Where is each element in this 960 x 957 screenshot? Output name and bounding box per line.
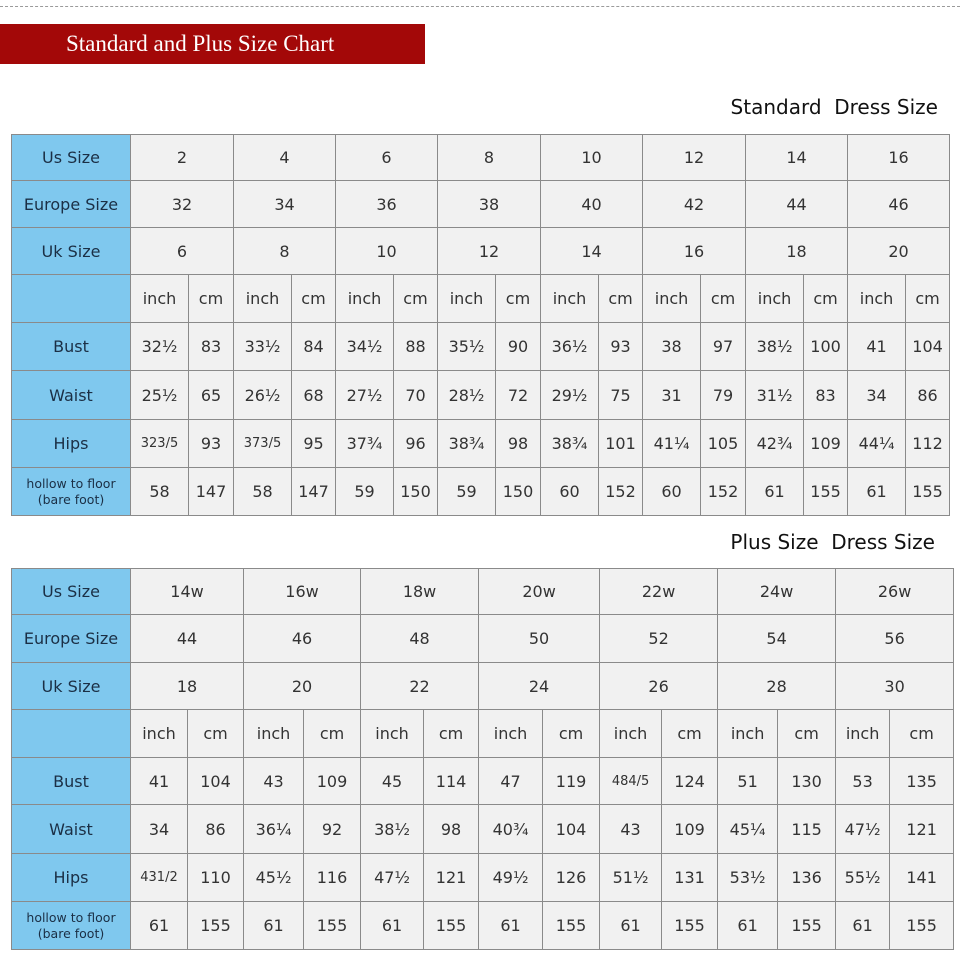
hips-inch-cell: 41¼ [643, 420, 701, 468]
uk-size-cell: 20 [244, 663, 361, 710]
unit-cm-cell: cm [394, 275, 438, 323]
bust-inch-cell: 53 [836, 758, 890, 805]
waist-label: Waist [12, 371, 131, 420]
bust-cm-cell: 104 [188, 758, 244, 805]
hollow-cm-cell: 155 [304, 902, 361, 950]
waist-cm-cell: 109 [662, 805, 718, 854]
hollow-row [12, 902, 954, 950]
bust-cm-cell: 119 [543, 758, 600, 805]
hollow-label-line2: (bare foot) [37, 491, 105, 507]
uk-size-cell: 26 [600, 663, 718, 710]
unit-inch-cell: inch [643, 275, 701, 323]
hips-inch-cell: 431/2 [131, 854, 188, 902]
plus-section-title: Plus Size Dress Size [730, 530, 935, 554]
unit-cm-cell: cm [778, 710, 836, 758]
waist-row [12, 371, 950, 420]
unit-inch-cell: inch [746, 275, 804, 323]
hips-cm-cell: 121 [424, 854, 479, 902]
chart-banner-title: Standard and Plus Size Chart [0, 24, 425, 64]
waist-cm-cell: 104 [543, 805, 600, 854]
hips-label: Hips [12, 854, 131, 902]
us-size-cell: 4 [234, 135, 336, 181]
europe-size-cell: 40 [541, 181, 643, 228]
us-size-cell: 16w [244, 569, 361, 615]
waist-row [12, 805, 954, 854]
bust-inch-cell: 45 [361, 758, 424, 805]
bust-inch-cell: 35½ [438, 323, 496, 371]
uk-size-cell: 22 [361, 663, 479, 710]
hips-inch-cell: 37¾ [336, 420, 394, 468]
us-size-row [12, 135, 950, 181]
waist-inch-cell: 27½ [336, 371, 394, 420]
hips-row [12, 854, 954, 902]
unit-cm-cell: cm [662, 710, 718, 758]
uk-size-cell: 16 [643, 228, 746, 275]
europe-size-cell: 54 [718, 615, 836, 663]
hollow-inch-cell: 61 [836, 902, 890, 950]
hips-inch-cell: 44¼ [848, 420, 906, 468]
uk-size-cell: 20 [848, 228, 950, 275]
waist-cm-cell: 86 [906, 371, 950, 420]
waist-inch-cell: 25½ [131, 371, 189, 420]
unit-row-label [12, 710, 131, 758]
bust-cm-cell: 109 [304, 758, 361, 805]
unit-inch-cell: inch [848, 275, 906, 323]
uk-size-cell: 18 [746, 228, 848, 275]
uk-size-cell: 30 [836, 663, 954, 710]
us-size-cell: 20w [479, 569, 600, 615]
unit-cm-cell: cm [890, 710, 954, 758]
uk-size-row [12, 228, 950, 275]
bust-cm-cell: 104 [906, 323, 950, 371]
unit-cm-cell: cm [804, 275, 848, 323]
bust-inch-cell: 47 [479, 758, 543, 805]
hips-inch-cell: 38¾ [438, 420, 496, 468]
hips-inch-cell: 373/5 [234, 420, 292, 468]
uk-size-cell: 28 [718, 663, 836, 710]
unit-inch-cell: inch [438, 275, 496, 323]
us-size-cell: 2 [131, 135, 234, 181]
plus-size-table [11, 568, 954, 950]
hollow-label-line1: hollow to floor [26, 475, 116, 491]
bust-inch-cell: 43 [244, 758, 304, 805]
waist-label: Waist [12, 805, 131, 854]
waist-inch-cell: 31½ [746, 371, 804, 420]
waist-inch-cell: 31 [643, 371, 701, 420]
unit-inch-cell: inch [836, 710, 890, 758]
bust-inch-cell: 51 [718, 758, 778, 805]
uk-size-cell: 8 [234, 228, 336, 275]
hollow-inch-cell: 60 [643, 468, 701, 516]
bust-inch-cell: 38½ [746, 323, 804, 371]
us-size-label: Us Size [12, 569, 131, 615]
waist-inch-cell: 26½ [234, 371, 292, 420]
hollow-cm-cell: 155 [778, 902, 836, 950]
uk-size-cell: 10 [336, 228, 438, 275]
unit-cm-cell: cm [543, 710, 600, 758]
waist-inch-cell: 36¼ [244, 805, 304, 854]
hips-cm-cell: 112 [906, 420, 950, 468]
waist-cm-cell: 121 [890, 805, 954, 854]
hollow-cm-cell: 150 [496, 468, 541, 516]
unit-cm-cell: cm [189, 275, 234, 323]
hips-inch-cell: 49½ [479, 854, 543, 902]
standard-size-table [11, 134, 950, 516]
unit-row-label [12, 275, 131, 323]
bust-row [12, 323, 950, 371]
unit-cm-cell: cm [424, 710, 479, 758]
hollow-inch-cell: 61 [479, 902, 543, 950]
unit-cm-cell: cm [496, 275, 541, 323]
bust-cm-cell: 135 [890, 758, 954, 805]
unit-cm-cell: cm [701, 275, 746, 323]
waist-cm-cell: 72 [496, 371, 541, 420]
hollow-cm-cell: 155 [662, 902, 718, 950]
europe-size-cell: 56 [836, 615, 954, 663]
bust-label: Bust [12, 758, 131, 805]
europe-size-cell: 52 [600, 615, 718, 663]
hips-inch-cell: 55½ [836, 854, 890, 902]
unit-cm-cell: cm [599, 275, 643, 323]
unit-inch-cell: inch [718, 710, 778, 758]
unit-cm-cell: cm [292, 275, 336, 323]
hips-cm-cell: 93 [189, 420, 234, 468]
hollow-inch-cell: 59 [438, 468, 496, 516]
waist-inch-cell: 38½ [361, 805, 424, 854]
hollow-inch-cell: 61 [131, 902, 188, 950]
hollow-inch-cell: 59 [336, 468, 394, 516]
hollow-label-line2: (bare foot) [37, 925, 105, 941]
europe-size-cell: 38 [438, 181, 541, 228]
hips-cm-cell: 95 [292, 420, 336, 468]
us-size-cell: 8 [438, 135, 541, 181]
waist-inch-cell: 28½ [438, 371, 496, 420]
europe-size-cell: 48 [361, 615, 479, 663]
hollow-row [12, 468, 950, 516]
waist-cm-cell: 98 [424, 805, 479, 854]
europe-size-cell: 46 [848, 181, 950, 228]
hollow-inch-cell: 61 [718, 902, 778, 950]
hollow-inch-cell: 60 [541, 468, 599, 516]
us-size-cell: 26w [836, 569, 954, 615]
hollow-inch-cell: 61 [361, 902, 424, 950]
hips-cm-cell: 98 [496, 420, 541, 468]
uk-size-cell: 12 [438, 228, 541, 275]
hips-cm-cell: 109 [804, 420, 848, 468]
hollow-cm-cell: 155 [424, 902, 479, 950]
europe-size-cell: 32 [131, 181, 234, 228]
europe-size-label: Europe Size [12, 615, 131, 663]
us-size-cell: 14 [746, 135, 848, 181]
bust-cm-cell: 83 [189, 323, 234, 371]
waist-inch-cell: 47½ [836, 805, 890, 854]
bust-cm-cell: 97 [701, 323, 746, 371]
bust-inch-cell: 41 [131, 758, 188, 805]
bust-inch-cell: 34½ [336, 323, 394, 371]
hollow-inch-cell: 58 [131, 468, 189, 516]
hips-inch-cell: 42¾ [746, 420, 804, 468]
hollow-inch-cell: 61 [244, 902, 304, 950]
hips-cm-cell: 110 [188, 854, 244, 902]
unit-inch-cell: inch [131, 275, 189, 323]
waist-cm-cell: 79 [701, 371, 746, 420]
hips-cm-cell: 101 [599, 420, 643, 468]
top-dashed-divider [0, 6, 960, 7]
hollow-cm-cell: 155 [906, 468, 950, 516]
bust-cm-cell: 124 [662, 758, 718, 805]
hollow-label [12, 902, 131, 950]
uk-size-cell: 18 [131, 663, 244, 710]
hips-cm-cell: 116 [304, 854, 361, 902]
waist-cm-cell: 86 [188, 805, 244, 854]
hips-inch-cell: 323/5 [131, 420, 189, 468]
unit-inch-cell: inch [336, 275, 394, 323]
hips-label: Hips [12, 420, 131, 468]
hollow-cm-cell: 152 [599, 468, 643, 516]
unit-inch-cell: inch [600, 710, 662, 758]
unit-inch-cell: inch [541, 275, 599, 323]
hollow-cm-cell: 155 [188, 902, 244, 950]
us-size-cell: 16 [848, 135, 950, 181]
waist-cm-cell: 75 [599, 371, 643, 420]
hips-inch-cell: 45½ [244, 854, 304, 902]
bust-inch-cell: 36½ [541, 323, 599, 371]
waist-cm-cell: 65 [189, 371, 234, 420]
bust-cm-cell: 90 [496, 323, 541, 371]
hollow-inch-cell: 61 [600, 902, 662, 950]
hollow-cm-cell: 150 [394, 468, 438, 516]
hips-cm-cell: 131 [662, 854, 718, 902]
uk-size-cell: 14 [541, 228, 643, 275]
unit-inch-cell: inch [361, 710, 424, 758]
waist-inch-cell: 45¼ [718, 805, 778, 854]
hips-cm-cell: 105 [701, 420, 746, 468]
unit-cm-cell: cm [188, 710, 244, 758]
hollow-cm-cell: 147 [189, 468, 234, 516]
hips-row [12, 420, 950, 468]
europe-size-cell: 44 [131, 615, 244, 663]
uk-size-label: Uk Size [12, 663, 131, 710]
unit-cm-cell: cm [906, 275, 950, 323]
bust-inch-cell: 484/5 [600, 758, 662, 805]
waist-cm-cell: 68 [292, 371, 336, 420]
hips-cm-cell: 96 [394, 420, 438, 468]
europe-size-cell: 50 [479, 615, 600, 663]
hollow-cm-cell: 155 [804, 468, 848, 516]
hips-inch-cell: 38¾ [541, 420, 599, 468]
europe-size-cell: 46 [244, 615, 361, 663]
hollow-inch-cell: 61 [746, 468, 804, 516]
uk-size-cell: 24 [479, 663, 600, 710]
us-size-cell: 6 [336, 135, 438, 181]
hollow-inch-cell: 58 [234, 468, 292, 516]
bust-cm-cell: 114 [424, 758, 479, 805]
hips-inch-cell: 53½ [718, 854, 778, 902]
us-size-cell: 12 [643, 135, 746, 181]
us-size-cell: 22w [600, 569, 718, 615]
us-size-label: Us Size [12, 135, 131, 181]
us-size-cell: 14w [131, 569, 244, 615]
unit-inch-cell: inch [131, 710, 188, 758]
europe-size-cell: 44 [746, 181, 848, 228]
us-size-row [12, 569, 954, 615]
hips-inch-cell: 51½ [600, 854, 662, 902]
hollow-label-line1: hollow to floor [26, 909, 116, 925]
bust-label: Bust [12, 323, 131, 371]
waist-inch-cell: 34 [131, 805, 188, 854]
europe-size-row [12, 181, 950, 228]
europe-size-row [12, 615, 954, 663]
bust-cm-cell: 84 [292, 323, 336, 371]
bust-inch-cell: 41 [848, 323, 906, 371]
waist-inch-cell: 43 [600, 805, 662, 854]
unit-inch-cell: inch [479, 710, 543, 758]
hollow-label [12, 468, 131, 516]
unit-inch-cell: inch [244, 710, 304, 758]
waist-cm-cell: 115 [778, 805, 836, 854]
bust-inch-cell: 33½ [234, 323, 292, 371]
uk-size-label: Uk Size [12, 228, 131, 275]
hollow-inch-cell: 61 [848, 468, 906, 516]
unit-row [12, 710, 954, 758]
unit-cm-cell: cm [304, 710, 361, 758]
us-size-cell: 10 [541, 135, 643, 181]
uk-size-cell: 6 [131, 228, 234, 275]
waist-cm-cell: 83 [804, 371, 848, 420]
unit-row [12, 275, 950, 323]
waist-inch-cell: 40¾ [479, 805, 543, 854]
bust-cm-cell: 100 [804, 323, 848, 371]
hollow-cm-cell: 147 [292, 468, 336, 516]
waist-inch-cell: 34 [848, 371, 906, 420]
hips-cm-cell: 136 [778, 854, 836, 902]
europe-size-label: Europe Size [12, 181, 131, 228]
hips-inch-cell: 47½ [361, 854, 424, 902]
bust-inch-cell: 38 [643, 323, 701, 371]
europe-size-cell: 36 [336, 181, 438, 228]
hollow-cm-cell: 155 [890, 902, 954, 950]
us-size-cell: 18w [361, 569, 479, 615]
hips-cm-cell: 141 [890, 854, 954, 902]
europe-size-cell: 42 [643, 181, 746, 228]
uk-size-row [12, 663, 954, 710]
waist-cm-cell: 70 [394, 371, 438, 420]
waist-inch-cell: 29½ [541, 371, 599, 420]
bust-cm-cell: 93 [599, 323, 643, 371]
bust-row [12, 758, 954, 805]
bust-inch-cell: 32½ [131, 323, 189, 371]
europe-size-cell: 34 [234, 181, 336, 228]
unit-inch-cell: inch [234, 275, 292, 323]
hollow-cm-cell: 152 [701, 468, 746, 516]
standard-section-title: Standard Dress Size [730, 95, 938, 119]
bust-cm-cell: 130 [778, 758, 836, 805]
bust-cm-cell: 88 [394, 323, 438, 371]
us-size-cell: 24w [718, 569, 836, 615]
waist-cm-cell: 92 [304, 805, 361, 854]
hollow-cm-cell: 155 [543, 902, 600, 950]
hips-cm-cell: 126 [543, 854, 600, 902]
